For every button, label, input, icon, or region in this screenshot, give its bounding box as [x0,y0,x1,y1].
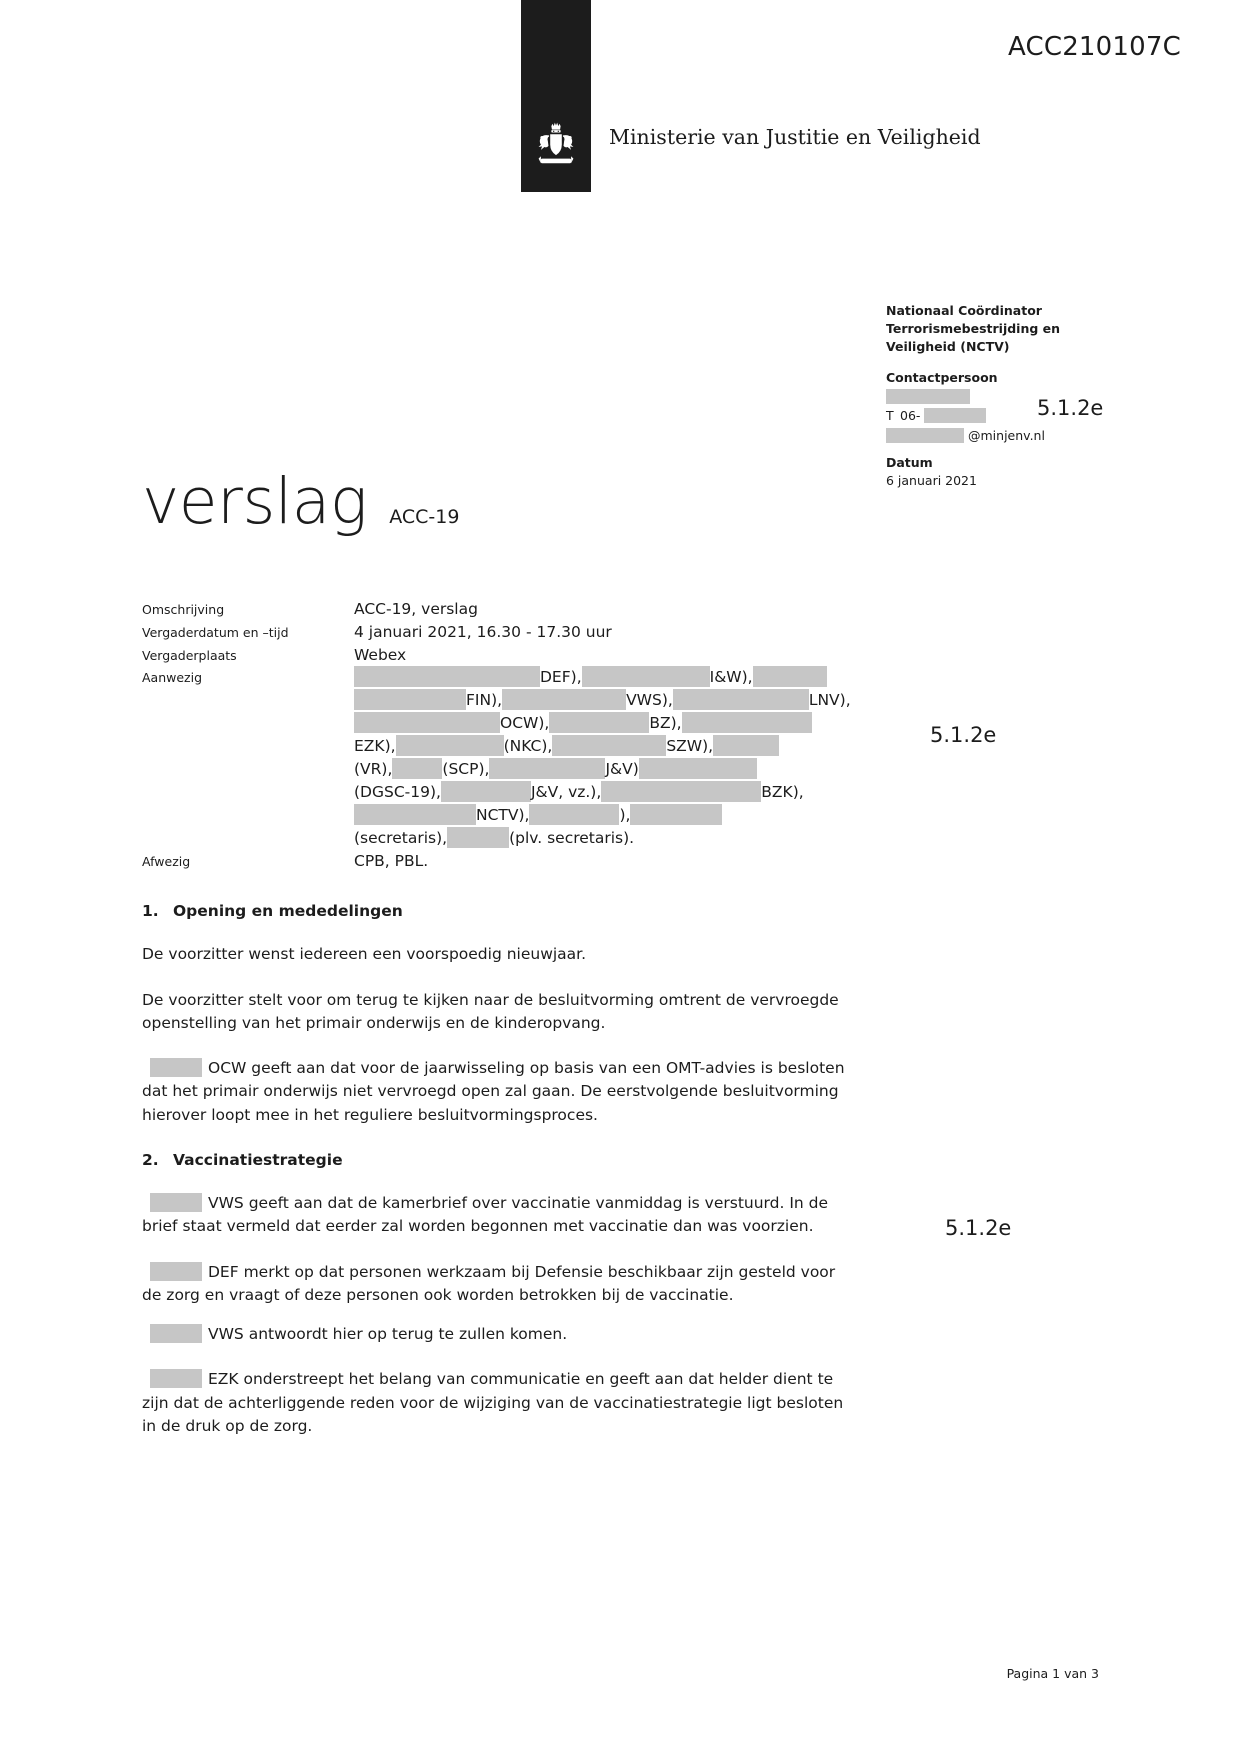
exemption-code-1: 5.1.2e [1037,396,1104,420]
paragraph-text: OCW geeft aan dat voor de jaarwisseling op basis van een OMT-advies is besloten dat het primair onderwijs niet vervroegd open zal gaan. De eerstvolgende besluitvorming hierover loopt mee in het reguliere besluitvormingsproces. [142,1059,845,1124]
paragraph [142,1261,857,1308]
attendee-line [354,712,902,735]
metadata-row-omschrijving [142,598,902,621]
attendee-list [354,666,902,850]
attendee-org: (plv. secretaris). [509,829,635,848]
section-heading-1 [142,900,857,923]
attendee-org: (NKC), [503,737,553,756]
dutch-coat-of-arms-icon [527,118,585,176]
ministry-logo [521,0,981,192]
paragraph [142,1192,857,1239]
attendee-org: ), [619,806,631,825]
phone-prefix: 06- [900,407,921,423]
attendee-org: J&V) [605,760,639,779]
redaction-bar [396,735,504,756]
redaction-bar [354,712,500,733]
paragraph [142,943,857,966]
redaction-bar [150,1193,202,1212]
redaction-bar [502,689,626,710]
attendee-line [354,666,902,689]
paragraph-text: De voorzitter stelt voor om terug te kijken naar de besluitvorming omtrent de vervroegde openstelling van het primair onderwijs en de kinderopvang. [142,990,839,1032]
redaction-bar [150,1262,202,1281]
section-heading-2 [142,1149,857,1172]
redaction-bar [549,712,649,733]
attendee-line [354,827,902,850]
paragraph-text: VWS geeft aan dat de kamerbrief over vaccinatie vanmiddag is verstuurd. In de brief staat vermeld dat eerder zal worden begonnen met vaccinatie dan was voorzien. [142,1194,829,1236]
attendee-org: BZK), [761,783,804,802]
attendee-line [354,689,902,712]
metadata-label: Aanwezig [142,670,203,686]
metadata-value: ACC-19, verslag [354,600,478,618]
metadata-label: Vergaderdatum en –tijd [142,624,289,640]
attendee-org: FIN), [466,691,503,710]
paragraph-text: VWS antwoordt hier op terug te zullen komen. [208,1325,568,1343]
exemption-code-2: 5.1.2e [930,723,997,747]
paragraph [142,1323,857,1346]
redaction-bar [682,712,812,733]
metadata-row-afwezig [142,850,902,873]
redaction-bar [673,689,809,710]
section-number: 1. [142,902,159,920]
metadata-value: CPB, PBL. [354,852,429,871]
attendee-org: (SCP), [442,760,490,779]
attendee-org: I&W), [709,668,753,687]
section-title: Vaccinatiestrategie [173,1150,343,1169]
redaction-bar [924,408,986,423]
email-domain: @minjenv.nl [968,427,1045,443]
redaction-bar [150,1324,202,1343]
redaction-bar [630,804,722,825]
paragraph [142,989,857,1036]
metadata-row-plaats [142,644,902,667]
redaction-bar [392,758,442,779]
page-footer: Pagina 1 van 3 [1006,1666,1099,1681]
contact-label: Contactpersoon [886,370,998,386]
title-sub: ACC-19 [389,506,460,528]
metadata-row-aanwezig [142,666,902,850]
redaction-bar [447,827,509,848]
metadata-label: Vergaderplaats [142,647,237,663]
document-body [142,900,857,1460]
redaction-bar [150,1369,202,1388]
paragraph [142,1057,857,1127]
attendee-org: (DGSC-19), [354,783,441,802]
attendee-line [354,781,902,804]
attendee-line [354,758,902,781]
date-label: Datum [886,455,933,471]
page-title [142,465,460,538]
attendee-org: NCTV), [476,806,530,825]
metadata-row-datum [142,621,902,644]
ministry-name: Ministerie van Justitie en Veiligheid [609,125,981,149]
redaction-bar [489,758,605,779]
attendee-org: OCW), [500,714,550,733]
attendee-org: VWS), [626,691,673,710]
section-title: Opening en mededelingen [173,902,403,920]
title-main: verslag [142,465,368,538]
section-number: 2. [142,1150,159,1169]
redaction-bar [529,804,619,825]
attendee-org: DEF), [540,668,582,687]
paragraph-text: EZK onderstreept het belang van communicatie en geeft aan dat helder dient te zijn dat de achterliggende reden voor de wijziging van de vaccinatiestrategie ligt besloten in de druk op de zorg. [142,1370,844,1435]
attendee-org: LNV), [808,691,851,710]
redaction-bar [354,804,476,825]
paragraph-text: De voorzitter wenst iedereen een voorspoedig nieuwjaar. [142,945,587,964]
attendee-line [354,735,902,758]
paragraph [142,1368,857,1438]
attendee-line [354,804,902,827]
redaction-bar [582,666,710,687]
attendee-org: EZK), [354,737,396,756]
attendee-org: (VR), [354,760,393,779]
phone-label: T [886,407,894,423]
date-value: 6 januari 2021 [886,473,977,488]
redaction-bar [354,689,466,710]
metadata-label: Omschrijving [142,602,225,617]
exemption-code-3: 5.1.2e [945,1216,1012,1240]
attendee-org: (secretaris), [354,829,448,848]
attendee-org: BZ), [649,714,682,733]
date-block [886,454,1076,490]
metadata-value: 4 januari 2021, 16.30 - 17.30 uur [354,622,612,641]
redaction-bar [601,781,761,802]
paragraph-text: DEF merkt op dat personen werkzaam bij Defensie beschikbaar zijn gesteld voor de zorg en vraagt of deze personen ook worden betrokken bij de vaccinatie. [142,1262,836,1304]
redaction-bar [639,758,757,779]
redaction-bar [150,1058,202,1077]
organisation-name: Nationaal Coördinator Terrorismebestrijding en Veiligheid (NCTV) [886,303,1061,354]
redaction-bar [713,735,779,756]
redaction-bar [441,781,531,802]
redaction-bar [552,735,666,756]
attendee-org: J&V, vz.), [530,783,602,802]
logo-black-bar [521,0,591,192]
redaction-bar [886,389,970,404]
metadata-label: Afwezig [142,854,191,870]
attendee-org: SZW), [666,737,714,756]
redaction-bar [886,428,964,443]
email-line [886,427,1076,445]
organisation-block [886,302,1076,355]
redaction-bar [354,666,540,687]
meeting-metadata [142,598,902,873]
document-reference: ACC210107C [1007,32,1181,62]
redaction-bar [753,666,827,687]
metadata-value: Webex [354,645,407,664]
